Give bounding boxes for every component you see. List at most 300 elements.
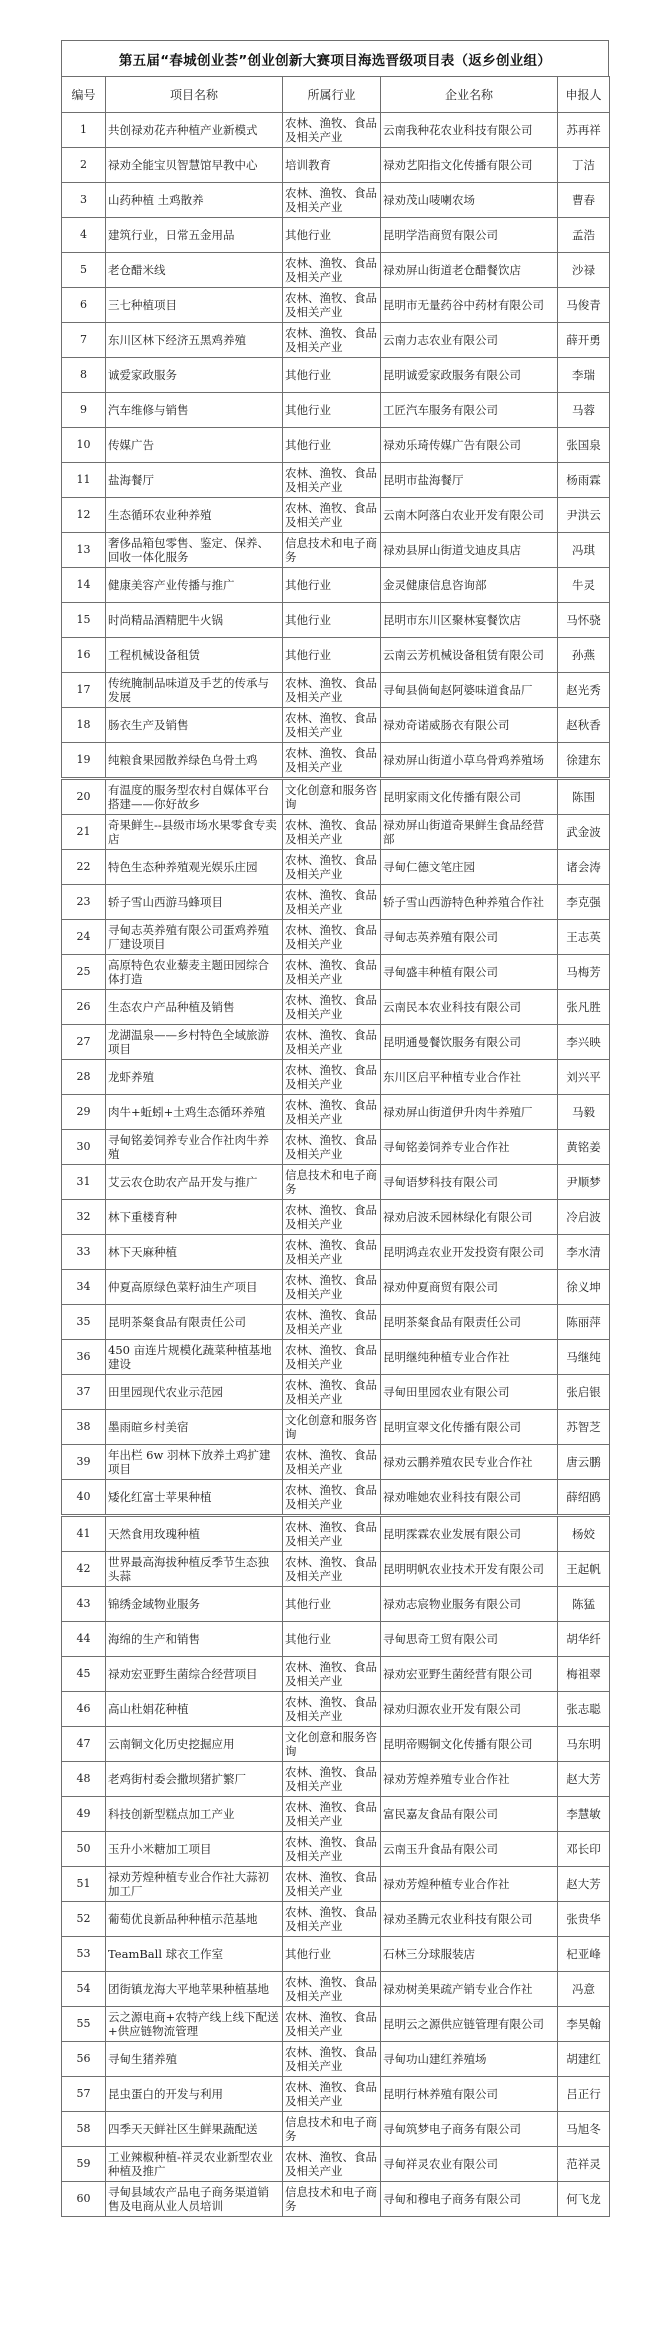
table-row (62, 2182, 610, 2217)
table-row (62, 1832, 610, 1867)
project-name-cell: 纯粮食果园散养绿色乌骨土鸡 (106, 743, 283, 779)
industry-cell: 农林、渔牧、食品及相关产业 (283, 1060, 381, 1095)
industry-cell: 农林、渔牧、食品及相关产业 (283, 113, 381, 148)
industry-cell: 农林、渔牧、食品及相关产业 (283, 1480, 381, 1516)
project-name-cell: 高山杜娟花种植 (106, 1692, 283, 1727)
industry-cell: 农林、渔牧、食品及相关产业 (283, 673, 381, 708)
industry-cell: 其他行业 (283, 218, 381, 253)
project-table-sheet (61, 40, 609, 2217)
table-body (62, 113, 610, 2217)
row-number-cell: 58 (62, 2112, 106, 2147)
row-number-cell: 48 (62, 1762, 106, 1797)
company-name-cell: 云南玉升食品有限公司 (381, 1832, 558, 1867)
row-number-cell: 13 (62, 533, 106, 568)
table-row (62, 1025, 610, 1060)
table-row (62, 1902, 610, 1937)
table-row (62, 1727, 610, 1762)
company-name-cell: 禄劝奇诺威肠衣有限公司 (381, 708, 558, 743)
industry-cell: 农林、渔牧、食品及相关产业 (283, 1305, 381, 1340)
industry-cell: 其他行业 (283, 1587, 381, 1622)
project-name-cell: 生态循环农业种养殖 (106, 498, 283, 533)
row-number-cell: 53 (62, 1937, 106, 1972)
row-number-cell: 32 (62, 1200, 106, 1235)
applicant-cell: 马毅 (558, 1095, 610, 1130)
project-name-cell: 天然食用玫瑰种植 (106, 1516, 283, 1552)
industry-cell: 信息技术和电子商务 (283, 533, 381, 568)
company-name-cell: 禄劝乐琦传媒广告有限公司 (381, 428, 558, 463)
table-row (62, 1587, 610, 1622)
company-name-cell: 昆明市东川区聚林宴餐饮店 (381, 603, 558, 638)
table-row (62, 850, 610, 885)
table-row (62, 1445, 610, 1480)
industry-cell: 农林、渔牧、食品及相关产业 (283, 1832, 381, 1867)
industry-cell: 信息技术和电子商务 (283, 2112, 381, 2147)
company-name-cell: 寻甸盛丰种植有限公司 (381, 955, 558, 990)
company-name-cell: 昆明云之源供应链管理有限公司 (381, 2007, 558, 2042)
company-name-cell: 禄劝唯她农业科技有限公司 (381, 1480, 558, 1516)
applicant-cell: 徐建东 (558, 743, 610, 779)
company-name-cell: 寻甸思奇工贸有限公司 (381, 1622, 558, 1657)
industry-cell: 农林、渔牧、食品及相关产业 (283, 850, 381, 885)
applicant-cell: 胡建红 (558, 2042, 610, 2077)
project-name-cell: 东川区林下经济五黑鸡养殖 (106, 323, 283, 358)
project-name-cell: 工业辣椒种植-祥灵农业新型农业种植及推广 (106, 2147, 283, 2182)
company-name-cell: 工匠汽车服务有限公司 (381, 393, 558, 428)
industry-cell: 农林、渔牧、食品及相关产业 (283, 1445, 381, 1480)
industry-cell: 农林、渔牧、食品及相关产业 (283, 2077, 381, 2112)
project-name-cell: 轿子雪山西游马蜂项目 (106, 885, 283, 920)
industry-cell: 农林、渔牧、食品及相关产业 (283, 708, 381, 743)
project-name-cell: 禄劝宏亚野生菌综合经营项目 (106, 1657, 283, 1692)
company-name-cell: 昆明家雨文化传播有限公司 (381, 779, 558, 815)
applicant-cell: 陈丽萍 (558, 1305, 610, 1340)
industry-cell: 文化创意和服务咨询 (283, 779, 381, 815)
table-row (62, 779, 610, 815)
company-name-cell: 昆明鸿垚农业开发投资有限公司 (381, 1235, 558, 1270)
header-industry: 所属行业 (283, 77, 381, 113)
applicant-cell: 孟浩 (558, 218, 610, 253)
project-name-cell: 高原特色农业藜麦主题田园综合体打造 (106, 955, 283, 990)
project-name-cell: 山药种植 土鸡散养 (106, 183, 283, 218)
project-name-cell: 450 亩连片规模化蔬菜种植基地建设 (106, 1340, 283, 1375)
row-number-cell: 15 (62, 603, 106, 638)
industry-cell: 农林、渔牧、食品及相关产业 (283, 498, 381, 533)
company-name-cell: 云南木阿落白农业开发有限公司 (381, 498, 558, 533)
table-row (62, 1937, 610, 1972)
row-number-cell: 31 (62, 1165, 106, 1200)
company-name-cell: 禄劝归源农业开发有限公司 (381, 1692, 558, 1727)
table-row (62, 1692, 610, 1727)
project-name-cell: 艾云农仓助农产品开发与推广 (106, 1165, 283, 1200)
table-row (62, 498, 610, 533)
project-name-cell: 禄劝全能宝贝智慧馆早教中心 (106, 148, 283, 183)
company-name-cell: 禄劝茂山唛喇农场 (381, 183, 558, 218)
row-number-cell: 26 (62, 990, 106, 1025)
company-name-cell: 昆明市盐海餐厅 (381, 463, 558, 498)
project-name-cell: 奢侈品箱包零售、鉴定、保养、回收一体化服务 (106, 533, 283, 568)
industry-cell: 农林、渔牧、食品及相关产业 (283, 1095, 381, 1130)
project-name-cell: 林下重楼育种 (106, 1200, 283, 1235)
project-name-cell: 肉牛+蚯蚓+土鸡生态循环养殖 (106, 1095, 283, 1130)
project-name-cell: 田里园现代农业示范园 (106, 1375, 283, 1410)
project-name-cell: 昆虫蛋白的开发与利用 (106, 2077, 283, 2112)
row-number-cell: 35 (62, 1305, 106, 1340)
industry-cell: 农林、渔牧、食品及相关产业 (283, 323, 381, 358)
table-row (62, 2042, 610, 2077)
row-number-cell: 20 (62, 779, 106, 815)
row-number-cell: 40 (62, 1480, 106, 1516)
table-row (62, 1200, 610, 1235)
industry-cell: 农林、渔牧、食品及相关产业 (283, 1972, 381, 2007)
project-name-cell: 云之源电商+农特产线上线下配送+供应链物流管理 (106, 2007, 283, 2042)
industry-cell: 农林、渔牧、食品及相关产业 (283, 1692, 381, 1727)
company-name-cell: 寻甸祥灵农业有限公司 (381, 2147, 558, 2182)
industry-cell: 农林、渔牧、食品及相关产业 (283, 743, 381, 779)
industry-cell: 农林、渔牧、食品及相关产业 (283, 815, 381, 850)
row-number-cell: 18 (62, 708, 106, 743)
industry-cell: 农林、渔牧、食品及相关产业 (283, 2042, 381, 2077)
company-name-cell: 禄劝屏山街道奇果鲜生食品经营部 (381, 815, 558, 850)
project-name-cell: 时尚精品酒精肥牛火锅 (106, 603, 283, 638)
row-number-cell: 6 (62, 288, 106, 323)
company-name-cell: 禄劝屏山街道老仓醋餐饮店 (381, 253, 558, 288)
project-name-cell: 寻甸志英养殖有限公司蛋鸡养殖厂建设项目 (106, 920, 283, 955)
project-name-cell: 寻甸县域农产品电子商务渠道销售及电商从业人员培训 (106, 2182, 283, 2217)
applicant-cell: 陈围 (558, 779, 610, 815)
table-row (62, 288, 610, 323)
industry-cell: 其他行业 (283, 428, 381, 463)
table-row (62, 673, 610, 708)
project-name-cell: 盐海餐厅 (106, 463, 283, 498)
table-row (62, 603, 610, 638)
row-number-cell: 36 (62, 1340, 106, 1375)
company-name-cell: 寻甸志英养殖有限公司 (381, 920, 558, 955)
applicant-cell: 薛开勇 (558, 323, 610, 358)
industry-cell: 其他行业 (283, 358, 381, 393)
table-row (62, 2147, 610, 2182)
industry-cell: 农林、渔牧、食品及相关产业 (283, 1657, 381, 1692)
project-name-cell: 团街镇龙海大平地苹果种植基地 (106, 1972, 283, 2007)
table-row (62, 1060, 610, 1095)
row-number-cell: 57 (62, 2077, 106, 2112)
table-row (62, 815, 610, 850)
table-row (62, 1622, 610, 1657)
company-name-cell: 云南我种花农业科技有限公司 (381, 113, 558, 148)
row-number-cell: 42 (62, 1552, 106, 1587)
company-name-cell: 寻甸筑梦电子商务有限公司 (381, 2112, 558, 2147)
industry-cell: 其他行业 (283, 1622, 381, 1657)
applicant-cell: 黄铭姜 (558, 1130, 610, 1165)
row-number-cell: 8 (62, 358, 106, 393)
project-name-cell: 工程机械设备租赁 (106, 638, 283, 673)
row-number-cell: 7 (62, 323, 106, 358)
company-name-cell: 石林三分球服装店 (381, 1937, 558, 1972)
applicant-cell: 赵秋香 (558, 708, 610, 743)
applicant-cell: 范祥灵 (558, 2147, 610, 2182)
row-number-cell: 1 (62, 113, 106, 148)
applicant-cell: 苏智芝 (558, 1410, 610, 1445)
company-name-cell: 轿子雪山西游特色种养殖合作社 (381, 885, 558, 920)
project-name-cell: 玉升小米糖加工项目 (106, 1832, 283, 1867)
company-name-cell: 昆明茶粲食品有限责任公司 (381, 1305, 558, 1340)
table-row (62, 533, 610, 568)
industry-cell: 文化创意和服务咨询 (283, 1410, 381, 1445)
company-name-cell: 昆明市无量药谷中药材有限公司 (381, 288, 558, 323)
company-name-cell: 昆明霂霖农业发展有限公司 (381, 1516, 558, 1552)
table-row (62, 1867, 610, 1902)
project-name-cell: 寻甸铭姜饲养专业合作社肉牛养殖 (106, 1130, 283, 1165)
row-number-cell: 52 (62, 1902, 106, 1937)
project-name-cell: 传统腌制品味道及手艺的传承与发展 (106, 673, 283, 708)
company-name-cell: 寻甸语梦科技有限公司 (381, 1165, 558, 1200)
row-number-cell: 25 (62, 955, 106, 990)
applicant-cell: 尹顺梦 (558, 1165, 610, 1200)
table-row (62, 920, 610, 955)
industry-cell: 农林、渔牧、食品及相关产业 (283, 183, 381, 218)
applicant-cell: 张贵华 (558, 1902, 610, 1937)
applicant-cell: 陈猛 (558, 1587, 610, 1622)
row-number-cell: 28 (62, 1060, 106, 1095)
project-name-cell: 禄劝芳煌种植专业合作社大蒜初加工厂 (106, 1867, 283, 1902)
industry-cell: 农林、渔牧、食品及相关产业 (283, 1340, 381, 1375)
applicant-cell: 赵大芳 (558, 1762, 610, 1797)
table-row (62, 568, 610, 603)
project-name-cell: 龙虾养殖 (106, 1060, 283, 1095)
company-name-cell: 禄劝芳煌种植专业合作社 (381, 1867, 558, 1902)
applicant-cell: 冷启波 (558, 1200, 610, 1235)
company-name-cell: 禄劝树美果疏产销专业合作社 (381, 1972, 558, 2007)
table-row (62, 1480, 610, 1516)
industry-cell: 农林、渔牧、食品及相关产业 (283, 1902, 381, 1937)
industry-cell: 农林、渔牧、食品及相关产业 (283, 1130, 381, 1165)
row-number-cell: 23 (62, 885, 106, 920)
applicant-cell: 马蓉 (558, 393, 610, 428)
row-number-cell: 49 (62, 1797, 106, 1832)
row-number-cell: 50 (62, 1832, 106, 1867)
industry-cell: 农林、渔牧、食品及相关产业 (283, 1552, 381, 1587)
company-name-cell: 禄劝云鹏养殖农民专业合作社 (381, 1445, 558, 1480)
project-name-cell: 四季天天鲜社区生鲜果蔬配送 (106, 2112, 283, 2147)
applicant-cell: 李慧敏 (558, 1797, 610, 1832)
industry-cell: 农林、渔牧、食品及相关产业 (283, 463, 381, 498)
row-number-cell: 55 (62, 2007, 106, 2042)
row-number-cell: 10 (62, 428, 106, 463)
table-row (62, 1270, 610, 1305)
row-number-cell: 34 (62, 1270, 106, 1305)
industry-cell: 农林、渔牧、食品及相关产业 (283, 1025, 381, 1060)
applicant-cell: 何飞龙 (558, 2182, 610, 2217)
row-number-cell: 41 (62, 1516, 106, 1552)
table-title: 第五届“春城创业荟”创业创新大赛项目海选晋级项目表（返乡创业组） (61, 40, 609, 76)
company-name-cell: 云南云芳机械设备租赁有限公司 (381, 638, 558, 673)
table-row (62, 148, 610, 183)
industry-cell: 农林、渔牧、食品及相关产业 (283, 2147, 381, 2182)
row-number-cell: 19 (62, 743, 106, 779)
company-name-cell: 金灵健康信息咨询部 (381, 568, 558, 603)
industry-cell: 农林、渔牧、食品及相关产业 (283, 1797, 381, 1832)
row-number-cell: 11 (62, 463, 106, 498)
row-number-cell: 39 (62, 1445, 106, 1480)
industry-cell: 农林、渔牧、食品及相关产业 (283, 885, 381, 920)
applicant-cell: 李瑞 (558, 358, 610, 393)
industry-cell: 其他行业 (283, 568, 381, 603)
row-number-cell: 30 (62, 1130, 106, 1165)
row-number-cell: 29 (62, 1095, 106, 1130)
applicant-cell: 梅祖翠 (558, 1657, 610, 1692)
applicant-cell: 马俊青 (558, 288, 610, 323)
industry-cell: 其他行业 (283, 393, 381, 428)
table-row (62, 1797, 610, 1832)
applicant-cell: 曹春 (558, 183, 610, 218)
project-name-cell: 有温度的服务型农村自媒体平台搭建——你好故乡 (106, 779, 283, 815)
company-name-cell: 寻甸铭姜饲养专业合作社 (381, 1130, 558, 1165)
table-row (62, 1516, 610, 1552)
company-name-cell: 昆明学浩商贸有限公司 (381, 218, 558, 253)
applicant-cell: 赵光秀 (558, 673, 610, 708)
project-name-cell: 仲夏高原绿色菜籽油生产项目 (106, 1270, 283, 1305)
project-name-cell: 墨雨暄乡村美宿 (106, 1410, 283, 1445)
project-name-cell: 健康美容产业传播与推广 (106, 568, 283, 603)
table-row (62, 1165, 610, 1200)
row-number-cell: 17 (62, 673, 106, 708)
applicant-cell: 杞亚峰 (558, 1937, 610, 1972)
industry-cell: 农林、渔牧、食品及相关产业 (283, 2007, 381, 2042)
project-name-cell: 年出栏 6w 羽林下放养土鸡扩建项目 (106, 1445, 283, 1480)
company-name-cell: 昆明继纯种植专业合作社 (381, 1340, 558, 1375)
company-name-cell: 禄劝仲夏商贸有限公司 (381, 1270, 558, 1305)
applicant-cell: 马怀骁 (558, 603, 610, 638)
company-name-cell: 云南民本农业科技有限公司 (381, 990, 558, 1025)
applicant-cell: 马旭冬 (558, 2112, 610, 2147)
industry-cell: 农林、渔牧、食品及相关产业 (283, 253, 381, 288)
industry-cell: 农林、渔牧、食品及相关产业 (283, 1867, 381, 1902)
applicant-cell: 苏再祥 (558, 113, 610, 148)
industry-cell: 农林、渔牧、食品及相关产业 (283, 990, 381, 1025)
row-number-cell: 45 (62, 1657, 106, 1692)
company-name-cell: 云南力志农业有限公司 (381, 323, 558, 358)
project-name-cell: 特色生态种养殖观光娱乐庄园 (106, 850, 283, 885)
company-name-cell: 禄劝芳煌养殖专业合作社 (381, 1762, 558, 1797)
company-name-cell: 禄劝启波禾园林绿化有限公司 (381, 1200, 558, 1235)
row-number-cell: 2 (62, 148, 106, 183)
table-row (62, 463, 610, 498)
table-row (62, 638, 610, 673)
industry-cell: 农林、渔牧、食品及相关产业 (283, 1200, 381, 1235)
project-name-cell: 老鸡街村委会撒坝猪扩繁厂 (106, 1762, 283, 1797)
industry-cell: 其他行业 (283, 638, 381, 673)
applicant-cell: 马东明 (558, 1727, 610, 1762)
company-name-cell: 东川区启平种植专业合作社 (381, 1060, 558, 1095)
row-number-cell: 60 (62, 2182, 106, 2217)
applicant-cell: 李昊翰 (558, 2007, 610, 2042)
project-name-cell: 科技创新型糕点加工产业 (106, 1797, 283, 1832)
applicant-cell: 杨雨霖 (558, 463, 610, 498)
project-name-cell: 昆明茶粲食品有限责任公司 (106, 1305, 283, 1340)
table-row (62, 1762, 610, 1797)
industry-cell: 农林、渔牧、食品及相关产业 (283, 1762, 381, 1797)
industry-cell: 信息技术和电子商务 (283, 1165, 381, 1200)
table-row (62, 1410, 610, 1445)
industry-cell: 其他行业 (283, 603, 381, 638)
row-number-cell: 16 (62, 638, 106, 673)
company-name-cell: 禄劝屏山街道伊升肉牛养殖厂 (381, 1095, 558, 1130)
project-name-cell: 诚爱家政服务 (106, 358, 283, 393)
applicant-cell: 王志英 (558, 920, 610, 955)
project-name-cell: 老仓醋米线 (106, 253, 283, 288)
company-name-cell: 富民嘉友食品有限公司 (381, 1797, 558, 1832)
applicant-cell: 张国泉 (558, 428, 610, 463)
company-name-cell: 昆明行林养殖有限公司 (381, 2077, 558, 2112)
project-name-cell: 寻甸生猪养殖 (106, 2042, 283, 2077)
row-number-cell: 51 (62, 1867, 106, 1902)
row-number-cell: 47 (62, 1727, 106, 1762)
project-name-cell: 葡萄优良新品种种植示范基地 (106, 1902, 283, 1937)
table-row (62, 253, 610, 288)
applicant-cell: 武金波 (558, 815, 610, 850)
applicant-cell: 丁洁 (558, 148, 610, 183)
applicant-cell: 杨姣 (558, 1516, 610, 1552)
table-header-row (62, 77, 610, 113)
applicant-cell: 马继纯 (558, 1340, 610, 1375)
applicant-cell: 诸会涛 (558, 850, 610, 885)
company-name-cell: 禄劝志宸物业服务有限公司 (381, 1587, 558, 1622)
applicant-cell: 徐义坤 (558, 1270, 610, 1305)
applicant-cell: 李水清 (558, 1235, 610, 1270)
company-name-cell: 禄劝圣腾元农业科技有限公司 (381, 1902, 558, 1937)
project-name-cell: 云南铜文化历史挖掘应用 (106, 1727, 283, 1762)
table-row (62, 2112, 610, 2147)
row-number-cell: 59 (62, 2147, 106, 2182)
project-name-cell: 肠衣生产及销售 (106, 708, 283, 743)
table-row (62, 428, 610, 463)
company-name-cell: 寻甸和穆电子商务有限公司 (381, 2182, 558, 2217)
project-name-cell: 龙湖温泉——乡村特色全域旅游项目 (106, 1025, 283, 1060)
row-number-cell: 46 (62, 1692, 106, 1727)
company-name-cell: 禄劝艺阳指文化传播有限公司 (381, 148, 558, 183)
project-name-cell: 海绵的生产和销售 (106, 1622, 283, 1657)
applicant-cell: 张凡胜 (558, 990, 610, 1025)
table-row (62, 1972, 610, 2007)
row-number-cell: 21 (62, 815, 106, 850)
applicant-cell: 王起帆 (558, 1552, 610, 1587)
project-name-cell: 矮化红富士苹果种植 (106, 1480, 283, 1516)
row-number-cell: 56 (62, 2042, 106, 2077)
applicant-cell: 冯琪 (558, 533, 610, 568)
table-row (62, 1235, 610, 1270)
industry-cell: 文化创意和服务咨询 (283, 1727, 381, 1762)
table-row (62, 1305, 610, 1340)
row-number-cell: 43 (62, 1587, 106, 1622)
project-name-cell: 共创禄劝花卉种植产业新模式 (106, 113, 283, 148)
table-row (62, 1340, 610, 1375)
table-row (62, 113, 610, 148)
industry-cell: 培训教育 (283, 148, 381, 183)
company-name-cell: 昆明通曼餐饮服务有限公司 (381, 1025, 558, 1060)
applicant-cell: 牛灵 (558, 568, 610, 603)
applicant-cell: 邓长印 (558, 1832, 610, 1867)
industry-cell: 农林、渔牧、食品及相关产业 (283, 288, 381, 323)
company-name-cell: 寻甸县倘甸赵阿婆味道食品厂 (381, 673, 558, 708)
header-number: 编号 (62, 77, 106, 113)
company-name-cell: 昆明帝赐铜文化传播有限公司 (381, 1727, 558, 1762)
row-number-cell: 37 (62, 1375, 106, 1410)
applicant-cell: 尹洪云 (558, 498, 610, 533)
row-number-cell: 38 (62, 1410, 106, 1445)
applicant-cell: 孙燕 (558, 638, 610, 673)
table-row (62, 1130, 610, 1165)
row-number-cell: 33 (62, 1235, 106, 1270)
project-name-cell: 建筑行业，日常五金用品 (106, 218, 283, 253)
